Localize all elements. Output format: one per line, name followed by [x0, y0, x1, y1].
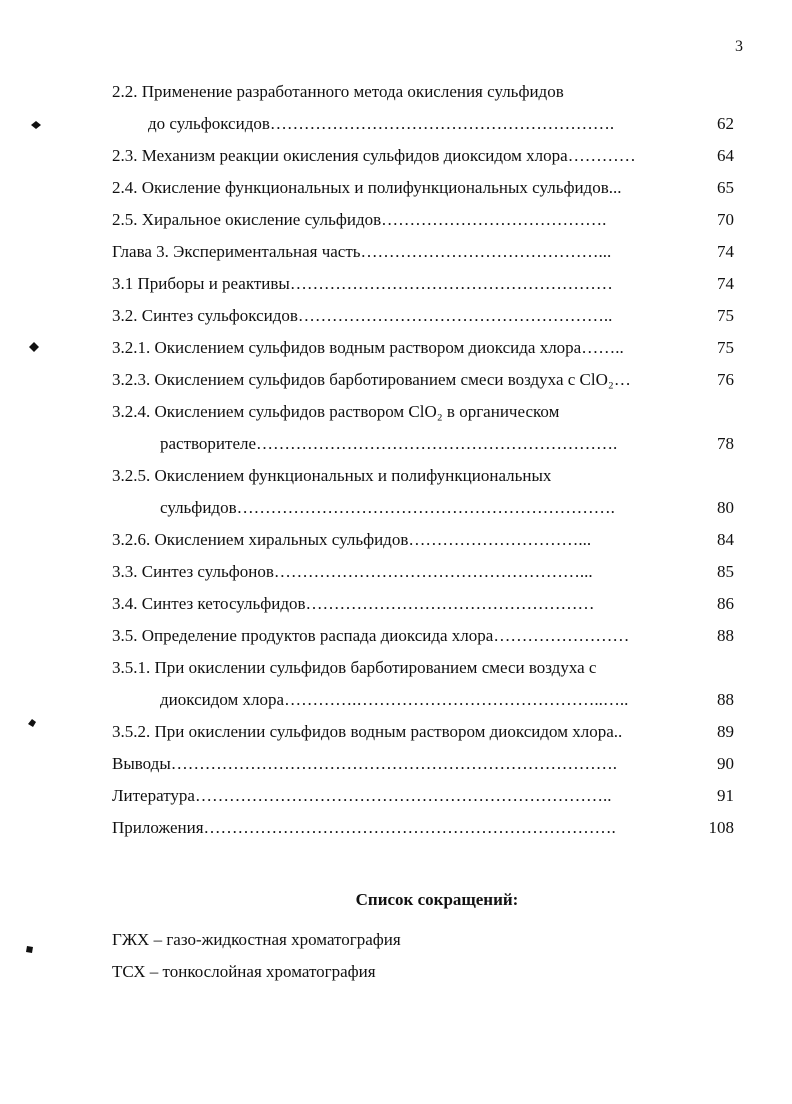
toc-entry-page: 74 [717, 274, 734, 293]
toc-entry-title: растворителе………………………………………………………. [160, 434, 618, 453]
toc-entry [112, 366, 740, 398]
toc-entry [112, 526, 740, 558]
table-of-contents [112, 78, 740, 846]
toc-entry-title: 3.2.3. Окислением сульфидов барботированием смеси воздуха с ClO₂… [112, 370, 631, 389]
toc-entry-title: 3.2.4. Окислением сульфидов раствором ClO₂ в органическом [112, 402, 560, 421]
binder-mark-icon [28, 338, 38, 348]
toc-entry [112, 302, 740, 334]
toc-entry [112, 590, 740, 622]
binder-mark-icon [24, 940, 34, 950]
toc-entry [112, 686, 740, 718]
toc-entry [112, 718, 740, 750]
toc-entry-page: 64 [717, 146, 734, 165]
toc-entry-page: 62 [717, 114, 734, 133]
toc-entry [112, 750, 740, 782]
toc-entry-title: 3.4. Синтез кетосульфидов…………………………………………… [112, 594, 595, 613]
toc-entry [112, 558, 740, 590]
toc-entry-page: 70 [717, 210, 734, 229]
toc-entry [112, 270, 740, 302]
toc-entry-title: 3.2.5. Окислением функциональных и полифункциональных [112, 466, 552, 485]
toc-entry [112, 430, 740, 462]
toc-entry-page: 90 [717, 754, 734, 773]
toc-entry-page: 85 [717, 562, 734, 581]
toc-entry-page: 84 [717, 530, 734, 549]
toc-entry-title: Литература……………………………………………………………….. [112, 786, 612, 805]
binder-mark-icon [30, 116, 40, 126]
toc-entry [112, 206, 740, 238]
toc-entry-page: 75 [717, 338, 734, 357]
toc-entry [112, 238, 740, 270]
toc-entry [112, 398, 740, 430]
toc-entry [112, 142, 740, 174]
toc-entry [112, 814, 740, 846]
toc-entry-title: 2.5. Хиральное окисление сульфидов…………………………………. [112, 210, 607, 229]
toc-entry-title: 2.2. Применение разработанного метода окисления сульфидов [112, 82, 564, 101]
toc-entry-title: Глава 3. Экспериментальная часть……………………………………... [112, 242, 612, 261]
toc-entry [112, 622, 740, 654]
page-number: 3 [735, 38, 743, 55]
abbreviations-title: Список сокращений: [355, 890, 519, 909]
toc-entry-title: 3.5.1. При окислении сульфидов барботированием смеси воздуха с [112, 658, 597, 677]
toc-entry-page: 76 [717, 370, 734, 389]
abbreviation-item: ТСХ – тонкослойная хроматография [112, 962, 376, 981]
toc-entry-page: 88 [717, 690, 734, 709]
toc-entry [112, 494, 740, 526]
toc-entry [112, 782, 740, 814]
toc-entry-title: диоксидом хлора………….……………………………………..….. [160, 690, 629, 709]
toc-entry-title: 2.3. Механизм реакции окисления сульфидов диоксидом хлора………… [112, 146, 636, 165]
toc-entry-title: сульфидов…………………………………………………………. [160, 498, 615, 517]
toc-entry-title: 3.2.1. Окислением сульфидов водным раствором диоксида хлора…….. [112, 338, 624, 357]
toc-entry-title: 2.4. Окисление функциональных и полифункциональных сульфидов... [112, 178, 622, 197]
toc-entry [112, 654, 740, 686]
toc-entry-title: 3.3. Синтез сульфонов………………………………………………... [112, 562, 593, 581]
toc-entry-title: 3.5.2. При окислении сульфидов водным раствором диоксидом хлора.. [112, 722, 623, 741]
abbreviation-item: ГЖХ – газо-жидкостная хроматография [112, 930, 401, 949]
toc-entry-page: 88 [717, 626, 734, 645]
toc-entry [112, 110, 740, 142]
toc-entry-page: 78 [717, 434, 734, 453]
toc-entry-page: 80 [717, 498, 734, 517]
abbreviations-section [112, 890, 752, 988]
toc-entry-page: 86 [717, 594, 734, 613]
toc-entry-page: 108 [708, 818, 734, 837]
toc-entry-page: 65 [717, 178, 734, 197]
toc-entry-title: 3.5. Определение продуктов распада диоксида хлора…………………… [112, 626, 630, 645]
toc-entry-title: 3.2.6. Окислением хиральных сульфидов…………………………... [112, 530, 592, 549]
toc-entry [112, 334, 740, 366]
toc-entry-title: Приложения………………………………………………………………. [112, 818, 616, 837]
toc-entry-page: 89 [717, 722, 734, 741]
toc-entry-title: Выводы……………………………………………………………………. [112, 754, 618, 773]
toc-entry-page: 75 [717, 306, 734, 325]
toc-entry-title: до сульфоксидов……………………………………………………. [148, 114, 615, 133]
toc-entry-title: 3.2. Синтез сульфоксидов……………………………………………….. [112, 306, 613, 325]
toc-entry-page: 74 [717, 242, 734, 261]
toc-entry [112, 174, 740, 206]
toc-entry [112, 462, 740, 494]
toc-entry-title: 3.1 Приборы и реактивы………………………………………………… [112, 274, 613, 293]
toc-entry-page: 91 [717, 786, 734, 805]
binder-mark-icon [26, 714, 36, 724]
toc-entry [112, 78, 740, 110]
